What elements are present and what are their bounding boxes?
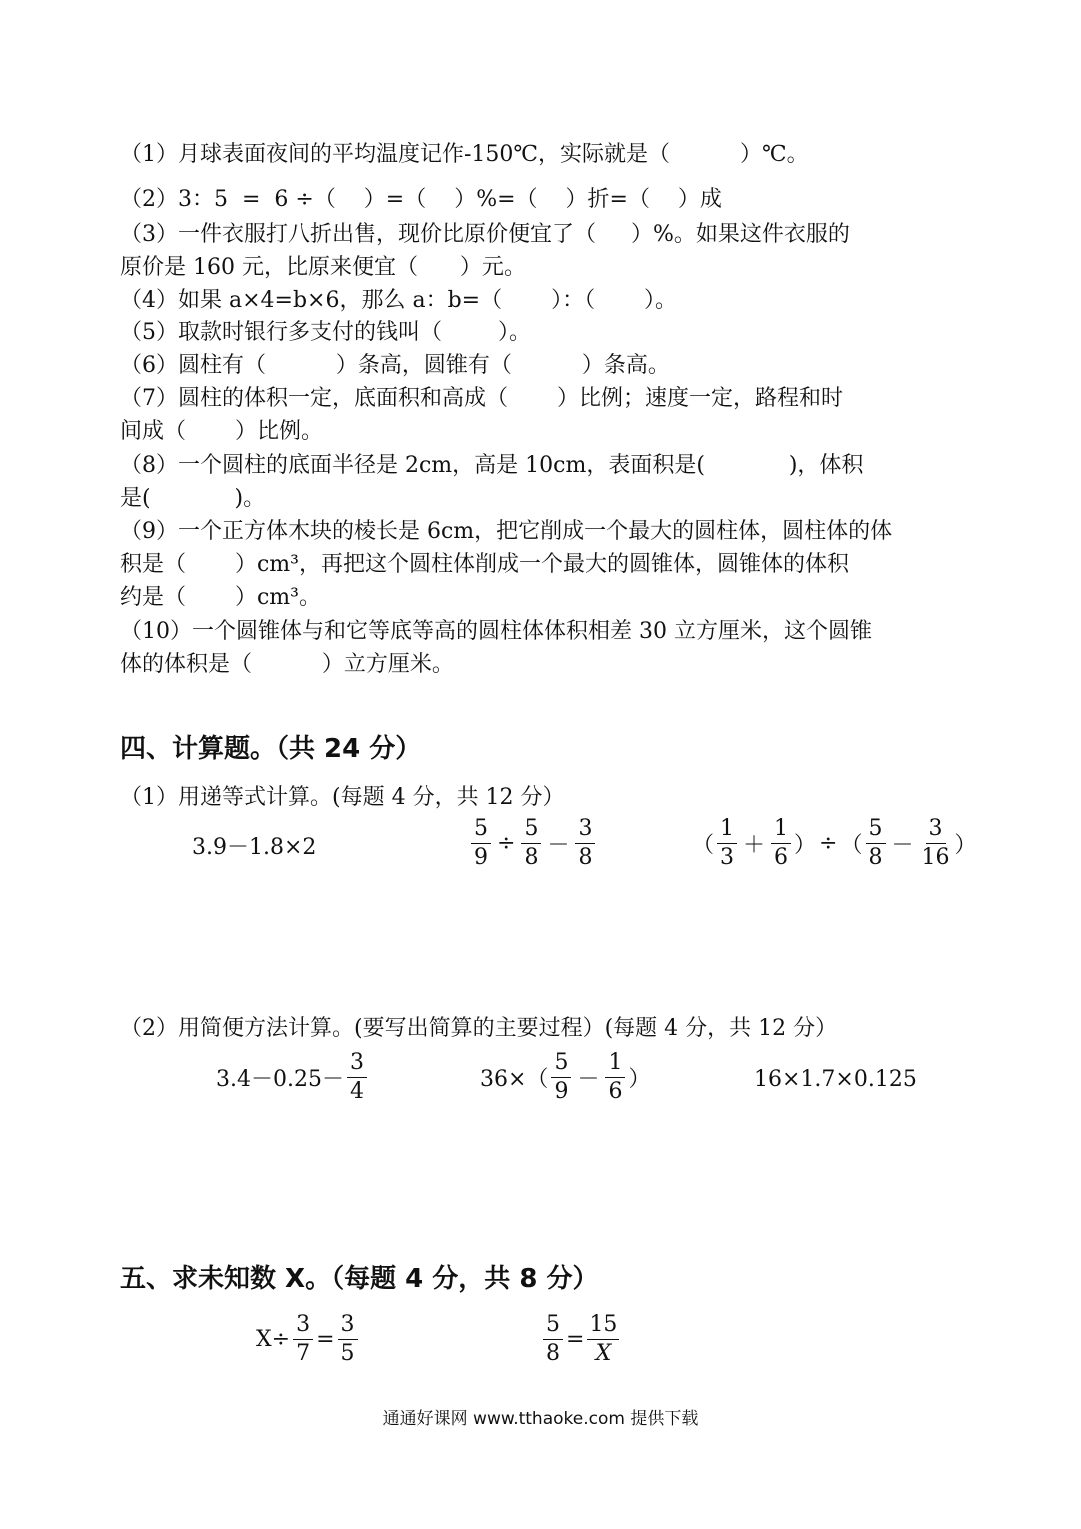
fraction: $\frac{3}{8}$ [575, 818, 595, 869]
fraction: $\frac{5}{8}$ [521, 818, 541, 869]
question-4: （4）如果 a×4=b×6，那么 a：b=（ ）：（ ）。 [120, 288, 678, 313]
fraction: $\frac{5}{8}$ [866, 818, 886, 869]
fraction: $\frac{3}{7}$ [293, 1314, 313, 1365]
question-9-line-1: （9）一个正方体木块的棱长是 6cm，把它削成一个最大的圆柱体，圆柱体的体 [120, 519, 893, 544]
section-4-subheading-2: （2）用简便方法计算。(要写出简算的主要过程）(每题 4 分，共 12 分） [120, 1016, 838, 1041]
expression-6-text: 16×1.7×0.125 [754, 1066, 917, 1092]
fraction: $\frac{1}{6}$ [771, 818, 791, 869]
fraction: $\frac{5}{9}$ [551, 1052, 571, 1103]
question-3-line-2: 原价是 160 元，比原来便宜（ ）元。 [120, 255, 526, 280]
question-8-line-2: 是( )。 [120, 486, 266, 511]
expression-1 [192, 830, 316, 860]
question-8-line-1: （8）一个圆柱的底面半径是 2cm，高是 10cm，表面积是( )，体积 [120, 453, 864, 478]
question-7-line-2: 间成（ ）比例。 [120, 419, 323, 444]
fraction: $\frac{5}{8}$ [543, 1314, 563, 1365]
question-3-line-1: （3）一件衣服打八折出售，现价比原价便宜了（ ）%。如果这件衣服的 [120, 222, 850, 247]
section-4-subheading-1: （1）用递等式计算。(每题 4 分，共 12 分） [120, 785, 565, 810]
section-5-heading: 五、求未知数 X。（每题 4 分，共 8 分） [120, 1264, 599, 1294]
fraction: $\frac{3}{16}$ [921, 816, 950, 870]
question-5: （5）取款时银行多支付的钱叫（ ）。 [120, 320, 531, 345]
fraction: $\frac{3}{5}$ [338, 1314, 358, 1365]
section-4-heading: 四、计算题。（共 24 分） [120, 734, 422, 764]
fraction: $\frac{15}{X}$ [589, 1312, 618, 1366]
fraction: $\frac{1}{3}$ [717, 818, 737, 869]
expression-6 [754, 1064, 917, 1094]
question-7-line-1: （7）圆柱的体积一定，底面积和高成（ ）比例；速度一定，路程和时 [120, 386, 843, 411]
question-10-line-2: 体的体积是（ ）立方厘米。 [120, 652, 454, 677]
footer-credit: 通通好课网 www.tthaoke.com 提供下载 [382, 1409, 699, 1429]
question-9-line-3: 约是（ ）cm³。 [120, 585, 321, 610]
expression-5: 36×（ $\frac{5}{9}$ － $\frac{1}{6}$ ） [480, 1050, 651, 1104]
fraction: $\frac{5}{9}$ [471, 818, 491, 869]
expression-4: 3.4－0.25－ $\frac{3}{4}$ [216, 1052, 370, 1103]
fraction: $\frac{3}{4}$ [347, 1052, 367, 1103]
question-1: （1）月球表面夜间的平均温度记作-150℃，实际就是（ ）℃。 [120, 142, 809, 167]
expression-1-text: 3.9－1.8×2 [192, 834, 317, 860]
question-2: （2）3：5 = 6 ÷（ ）=（ ）%=（ ）折=（ ）成 [120, 187, 722, 212]
fraction: $\frac{1}{6}$ [605, 1052, 625, 1103]
question-9-line-2: 积是（ ）cm³，再把这个圆柱体削成一个最大的圆锥体，圆锥体的体积 [120, 552, 849, 577]
equation-2: $\frac{5}{8}$ = $\frac{15}{X}$ [540, 1314, 622, 1365]
equation-1: X÷ $\frac{3}{7}$ = $\frac{3}{5}$ [256, 1314, 361, 1365]
expression-3: （ $\frac{1}{3}$ ＋ $\frac{1}{6}$ ） ÷ （ $\frac{5}{8}$ － $\frac{3}{16}$ ） [692, 816, 977, 870]
expression-2: $\frac{5}{9}$ ÷ $\frac{5}{8}$ － $\frac{3}{8}$ [468, 818, 598, 869]
question-10-line-1: （10）一个圆锥体与和它等底等高的圆柱体体积相差 30 立方厘米，这个圆锥 [120, 619, 872, 644]
question-6: （6）圆柱有（ ）条高，圆锥有（ ）条高。 [120, 353, 670, 378]
